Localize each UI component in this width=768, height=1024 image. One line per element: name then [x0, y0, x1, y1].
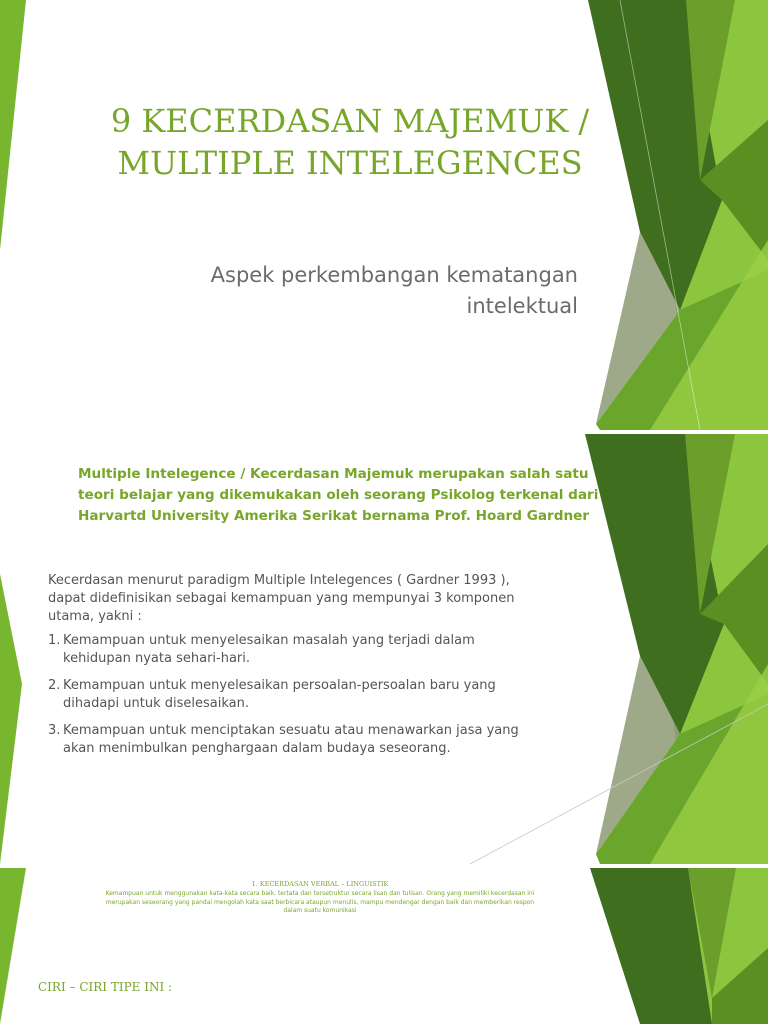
- slide-3: [0, 868, 768, 1024]
- section-text-line: Kemampuan untuk menggunakan kata-kata secara baik, tertata dan tersetruktur secara lisan dan tulisan. Orang yang memiliki kecerdasan ini: [105, 890, 535, 897]
- list-item: [48, 632, 578, 668]
- list-number: 3.: [48, 723, 61, 738]
- intro-line: Harvartd University Amerika Serikat bernama Prof. Hoard Gardner: [78, 508, 590, 524]
- subtitle-line: intelektual: [466, 294, 578, 318]
- title-line: 9 KECERDASAN MAJEMUK /: [110, 102, 590, 140]
- slide-decoration: [0, 0, 768, 430]
- section-text-line: dalam suatu komunikasi: [283, 907, 357, 914]
- list-item: [48, 677, 578, 713]
- paragraph-line: dapat didefinisikan sebagai kemampuan yang mempunyai 3 komponen: [48, 591, 515, 606]
- list-number: 2.: [48, 678, 61, 693]
- title-line: MULTIPLE INTELEGENCES: [117, 144, 583, 182]
- section-text-line: merupakan seseorang yang pandai mengolah kata saat berbicara ataupun menulis, mampu mendengar dengan baik dan memberikan respon: [105, 898, 535, 906]
- left-accent-shape: [0, 868, 26, 1024]
- body-text: [48, 572, 578, 758]
- slide-2: [0, 434, 768, 864]
- list-item-line: Kemampuan untuk menyelesaikan persoalan-persoalan baru yang: [63, 678, 496, 693]
- paragraph-line: Kecerdasan menurut paradigm Multiple Intelegences ( Gardner 1993 ),: [48, 573, 510, 588]
- section-heading: 1. KECERDASAN VERBAL – LINGUISTIK: [251, 880, 389, 888]
- list-number: 1.: [48, 633, 61, 648]
- ciri-label: CIRI – CIRI TIPE INI :: [38, 980, 173, 994]
- list-item-line: akan menimbulkan penghargaan dalam budaya seseorang.: [63, 741, 451, 756]
- subtitle-line: Aspek perkembangan kematangan: [210, 263, 578, 287]
- intro-line: Multiple Intelegence / Kecerdasan Majemuk merupakan salah satu: [78, 466, 589, 482]
- list-item-line: dihadapi untuk diselesaikan.: [63, 696, 249, 711]
- list-item-line: kehidupan nyata sehari-hari.: [63, 651, 251, 666]
- slide-title: [60, 100, 640, 184]
- slide-subtitle: [128, 260, 578, 322]
- list-item-line: Kemampuan untuk menciptakan sesuatu atau menawarkan jasa yang: [63, 723, 519, 738]
- list-item-line: Kemampuan untuk menyelesaikan masalah yang terjadi dalam: [63, 633, 475, 648]
- left-accent-shape: [0, 574, 22, 864]
- paragraph-line: utama, yakni :: [48, 609, 142, 624]
- intro-text: [78, 464, 618, 527]
- left-accent-shape: [0, 0, 26, 250]
- slide-1: [0, 0, 768, 430]
- list-item: [48, 722, 578, 758]
- section-text: [55, 890, 585, 916]
- intro-line: teori belajar yang dikemukakan oleh seorang Psikolog terkenal dari: [78, 487, 599, 503]
